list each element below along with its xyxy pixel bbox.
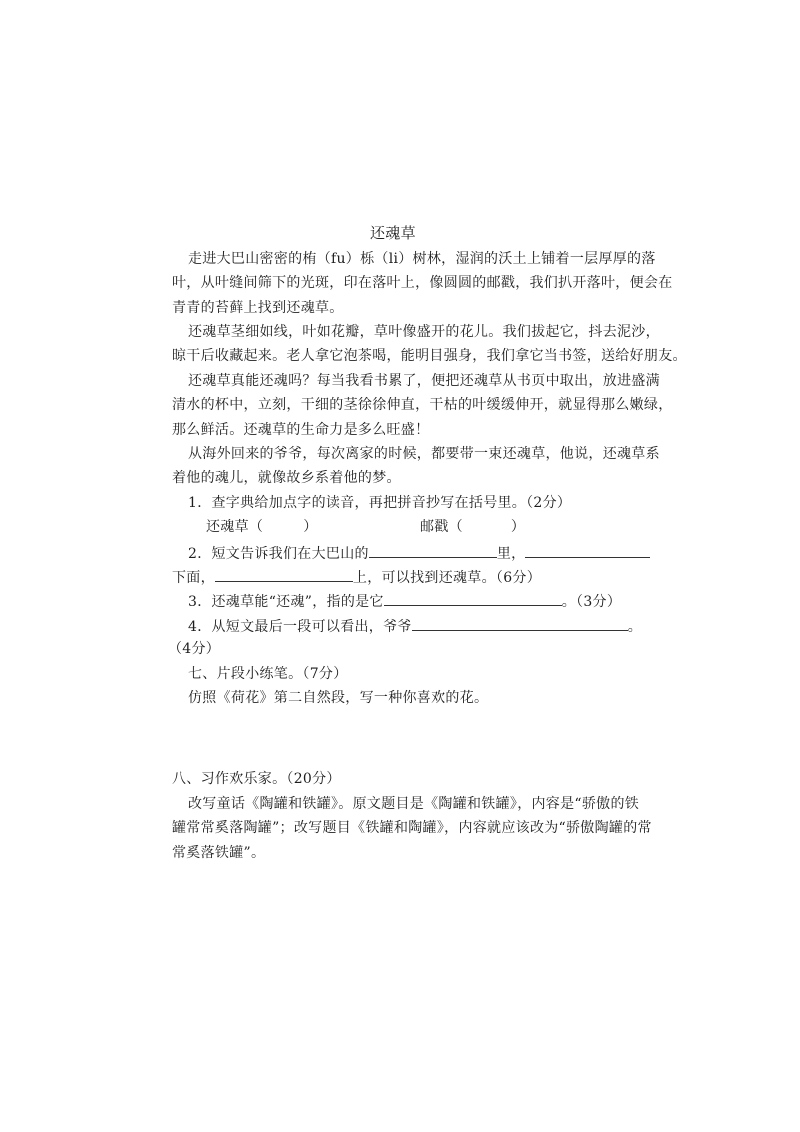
- q2-text-d: 上，可以找到还魂草。（6分）: [352, 570, 542, 586]
- passage-line: 叶，从叶缝间筛下的光斑，印在落叶上，像圆圆的邮戳，我们扒开落叶，便会在: [172, 275, 673, 291]
- q1-word-2-close: ）: [510, 519, 526, 535]
- passage-line: 清水的杯中，立刻，干细的茎徐徐伸直，干枯的叶缓缓伸开，就显得那么嫩绿，: [172, 397, 673, 413]
- q4-blank[interactable]: [412, 616, 628, 631]
- q3-text-a: 3．还魂草能“还魂”，指的是它: [188, 594, 384, 610]
- q1-word-1-label: 还魂草（: [206, 519, 264, 535]
- passage-line: 还魂草真能还魂吗？每当我看书累了，便把还魂草从书页中取出，放进盛满: [188, 373, 660, 389]
- question-1-word-2: [420, 518, 525, 536]
- section-7-heading: 七、片段小练笔。（7分）: [188, 666, 348, 682]
- passage-title: 还魂草: [370, 224, 416, 242]
- q2-text-b: 里，: [496, 546, 526, 562]
- passage-line: 着他的魂儿，就像故乡系着他的梦。: [172, 470, 401, 486]
- question-4: [188, 616, 642, 636]
- q2-blank-3[interactable]: [215, 567, 353, 582]
- passage-line: 青青的苔藓上找到还魂草。: [172, 300, 344, 316]
- section-8-line: 罐常常奚落陶罐”；改写题目《铁罐和陶罐》，内容就应该改为“骄傲陶罐的常: [172, 820, 652, 836]
- q1-word-2-label: 邮戳（: [420, 519, 463, 535]
- section-8-line: 改写童话《陶罐和铁罐》。原文题目是《陶罐和铁罐》，内容是“骄傲的铁: [188, 796, 640, 812]
- q2-blank-1[interactable]: [369, 543, 497, 558]
- question-2-line-2: [172, 567, 541, 587]
- section-7-prompt: 仿照《荷花》第二自然段，写一种你喜欢的花。: [188, 690, 489, 706]
- section-8-heading: 八、习作欢乐家。（20分）: [172, 771, 341, 787]
- question-3: [188, 591, 621, 611]
- passage-line: 晾干后收藏起来。老人拿它泡茶喝，能明目强身，我们拿它当书签，送给好朋友。: [172, 348, 687, 364]
- q3-blank[interactable]: [384, 591, 562, 606]
- section-8-line: 常奚落铁罐”。: [172, 845, 266, 861]
- q2-text-c: 下面，: [172, 570, 215, 586]
- question-1-word-1: [206, 518, 318, 536]
- passage-line: 还魂草茎细如线，叶如花瓣，草叶像盛开的花儿。我们拔起它，抖去泥沙，: [188, 324, 660, 340]
- question-2-line-1: [188, 543, 650, 563]
- q4-text-a: 4．从短文最后一段可以看出，爷爷: [188, 619, 412, 635]
- passage-line: 那么鲜活。还魂草的生命力是多么旺盛！: [172, 422, 430, 438]
- q3-text-b: 。（3分）: [561, 594, 622, 610]
- q4-text-b: 。: [627, 619, 643, 635]
- q1-word-1-close: ）: [303, 519, 318, 535]
- passage-line: 走进大巴山密密的栯（fu）栎（li）树林，湿润的沃土上铺着一层厚厚的落: [188, 251, 656, 267]
- q2-blank-2[interactable]: [525, 543, 650, 558]
- passage-line: 从海外回来的爷爷，每次离家的时候，都要带一束还魂草，他说，还魂草系: [188, 446, 660, 462]
- question-4-score: （4分）: [168, 641, 221, 657]
- question-1: 1．查字典给加点字的读音，再把拼音抄写在括号里。（2分）: [188, 495, 572, 511]
- q2-text-a: 2．短文告诉我们在大巴山的: [188, 546, 369, 562]
